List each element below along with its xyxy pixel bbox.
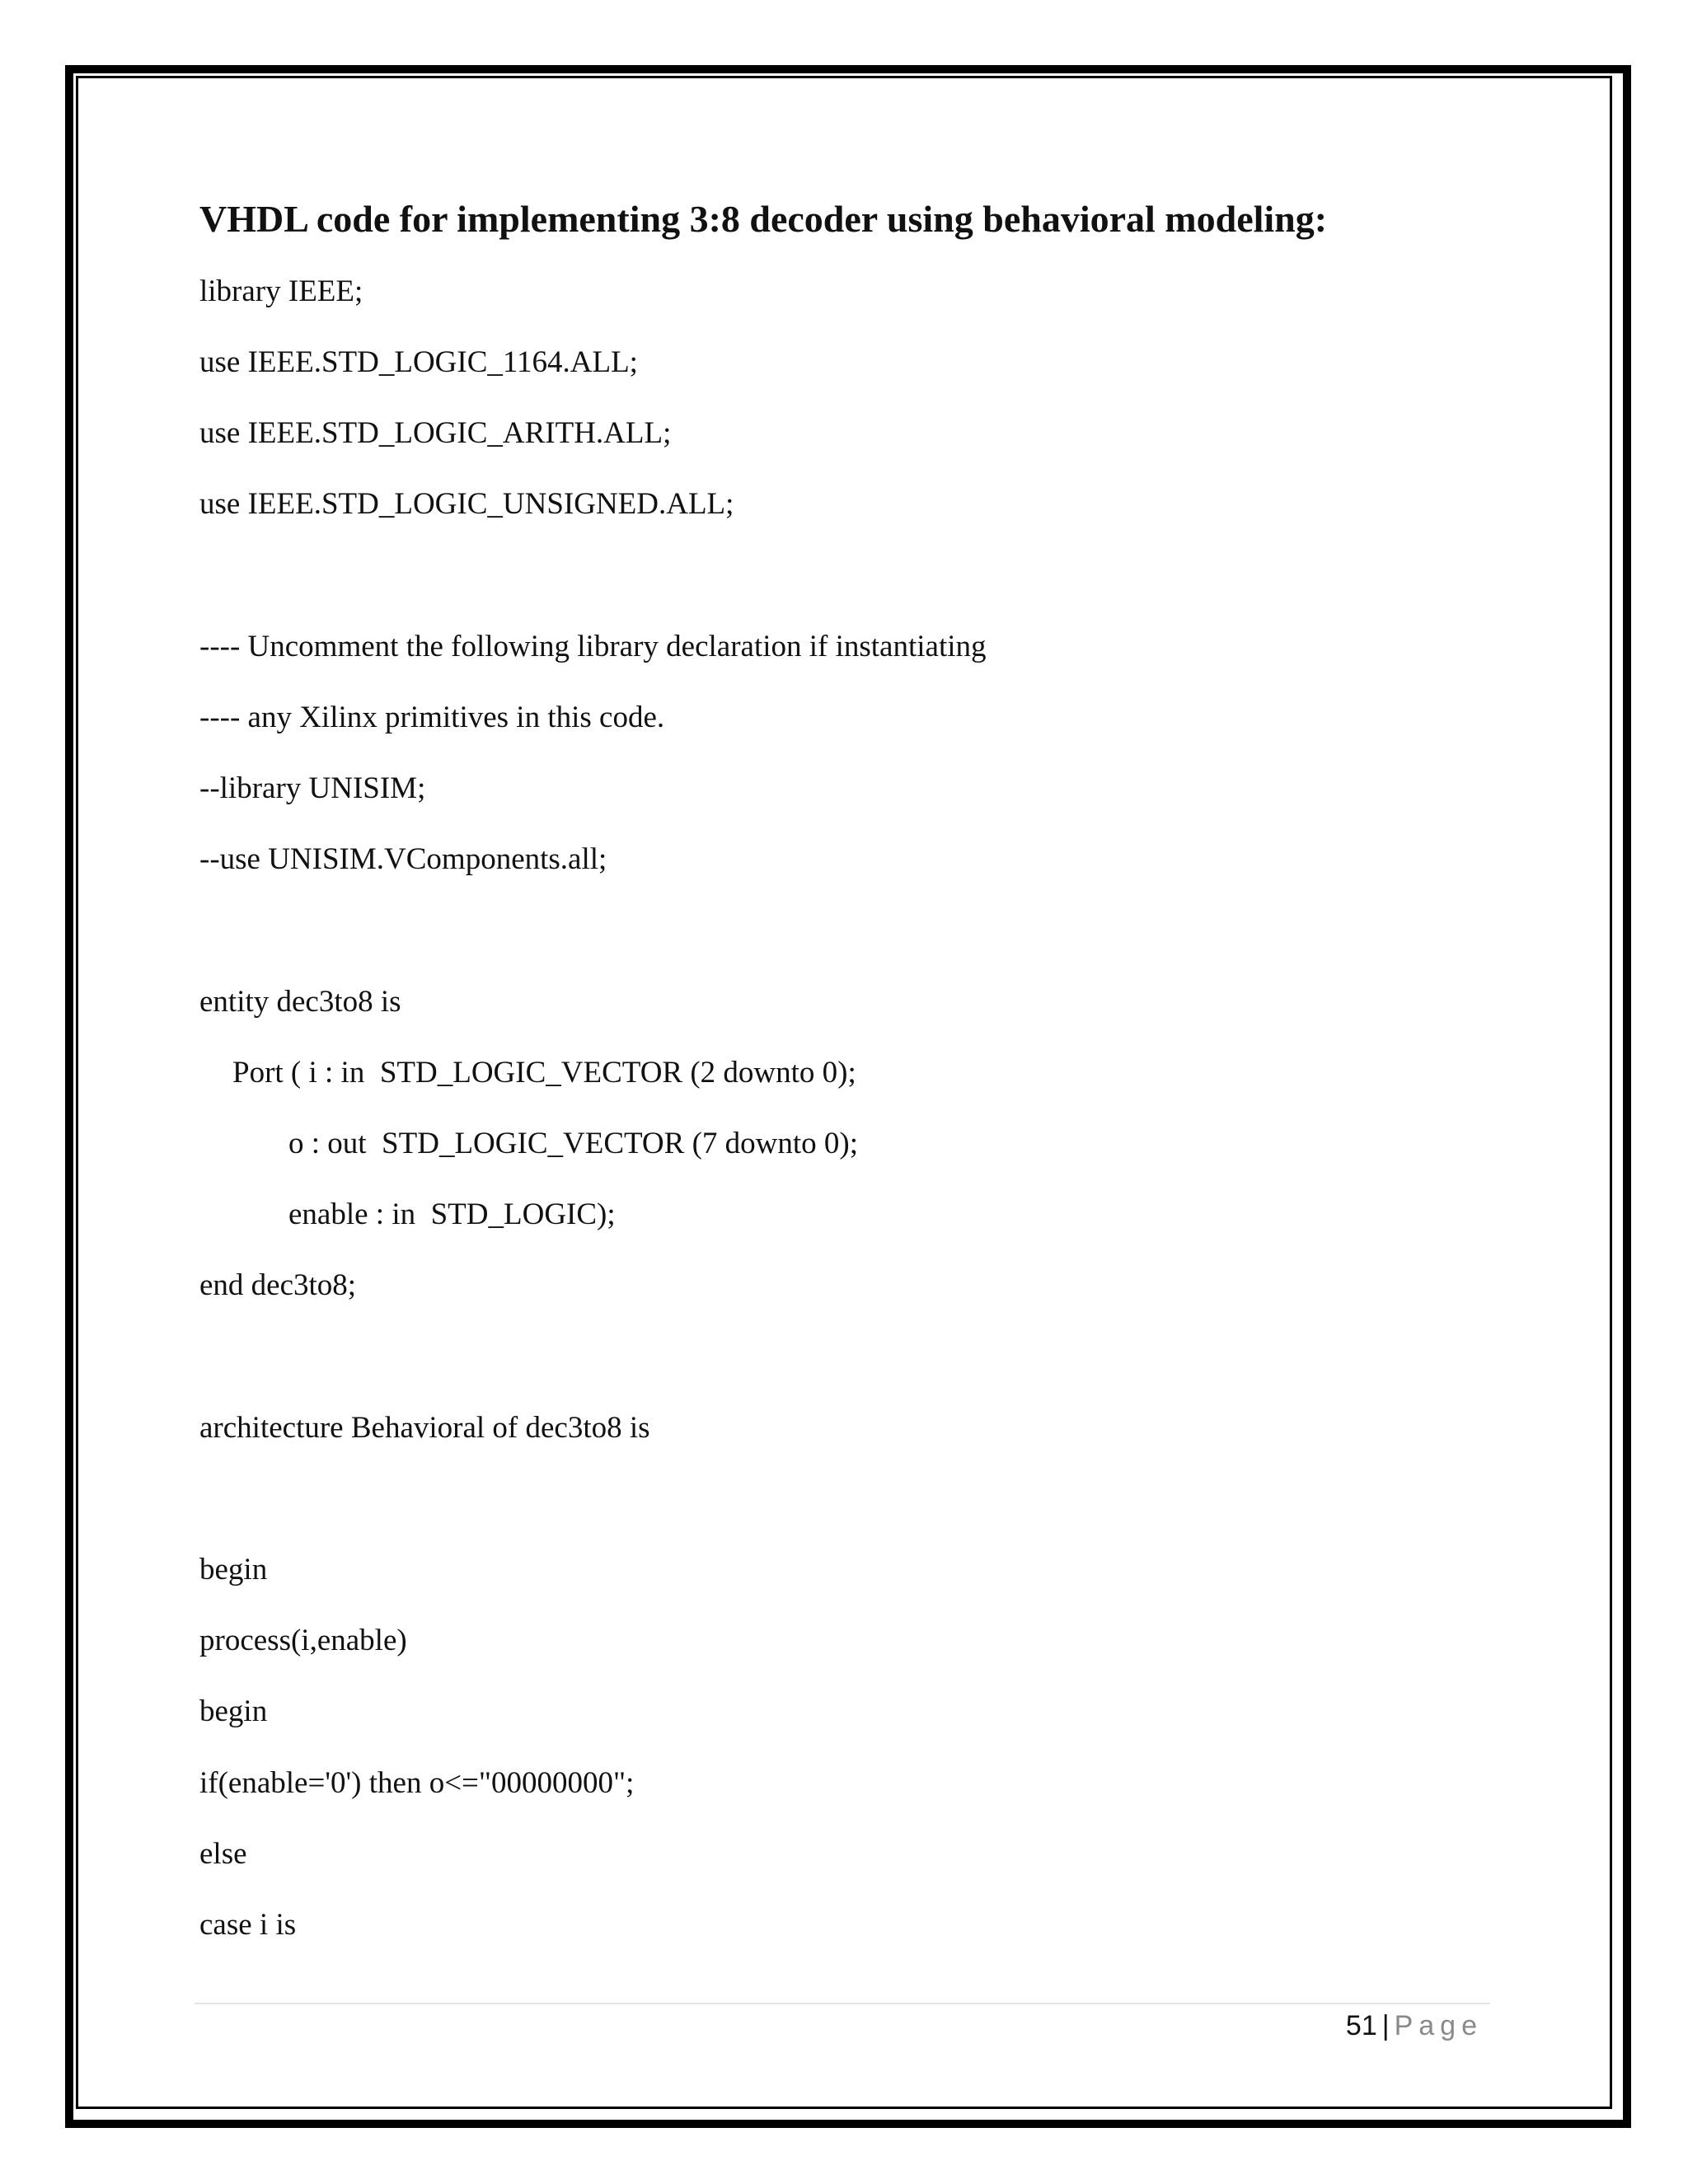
- code-line: enable : in STD_LOGIC);: [288, 1197, 616, 1231]
- footer-divider: [195, 2003, 1490, 2004]
- code-line: --use UNISIM.VComponents.all;: [199, 842, 607, 876]
- page-heading: VHDL code for implementing 3:8 decoder using behavioral modeling:: [199, 198, 1328, 240]
- code-line: case i is: [199, 1908, 297, 1942]
- code-line: begin: [199, 1694, 268, 1728]
- code-line: use IEEE.STD_LOGIC_1164.ALL;: [199, 345, 638, 379]
- code-line: use IEEE.STD_LOGIC_UNSIGNED.ALL;: [199, 487, 734, 521]
- code-line: Port ( i : in STD_LOGIC_VECTOR (2 downto 0);: [232, 1056, 856, 1090]
- code-line: end dec3to8;: [199, 1268, 357, 1302]
- code-line: process(i,enable): [199, 1624, 407, 1657]
- code-line: --library UNISIM;: [199, 771, 426, 805]
- page-number: 51: [1345, 2010, 1377, 2041]
- page-label: Page: [1394, 2010, 1483, 2041]
- code-line: architecture Behavioral of dec3to8 is: [199, 1411, 650, 1445]
- footer-separator: |: [1381, 2010, 1390, 2041]
- page-footer: [1346, 2009, 1483, 2043]
- code-line: entity dec3to8 is: [199, 985, 401, 1019]
- code-line: ---- Uncomment the following library declaration if instantiating: [199, 630, 987, 663]
- code-line: begin: [199, 1553, 268, 1586]
- code-line: ---- any Xilinx primitives in this code.: [199, 701, 665, 734]
- code-line: else: [199, 1837, 247, 1871]
- code-line: library IEEE;: [199, 274, 363, 308]
- code-line: o : out STD_LOGIC_VECTOR (7 downto 0);: [288, 1127, 859, 1160]
- code-line: if(enable='0') then o<="00000000";: [199, 1766, 635, 1800]
- code-line: use IEEE.STD_LOGIC_ARITH.ALL;: [199, 416, 672, 450]
